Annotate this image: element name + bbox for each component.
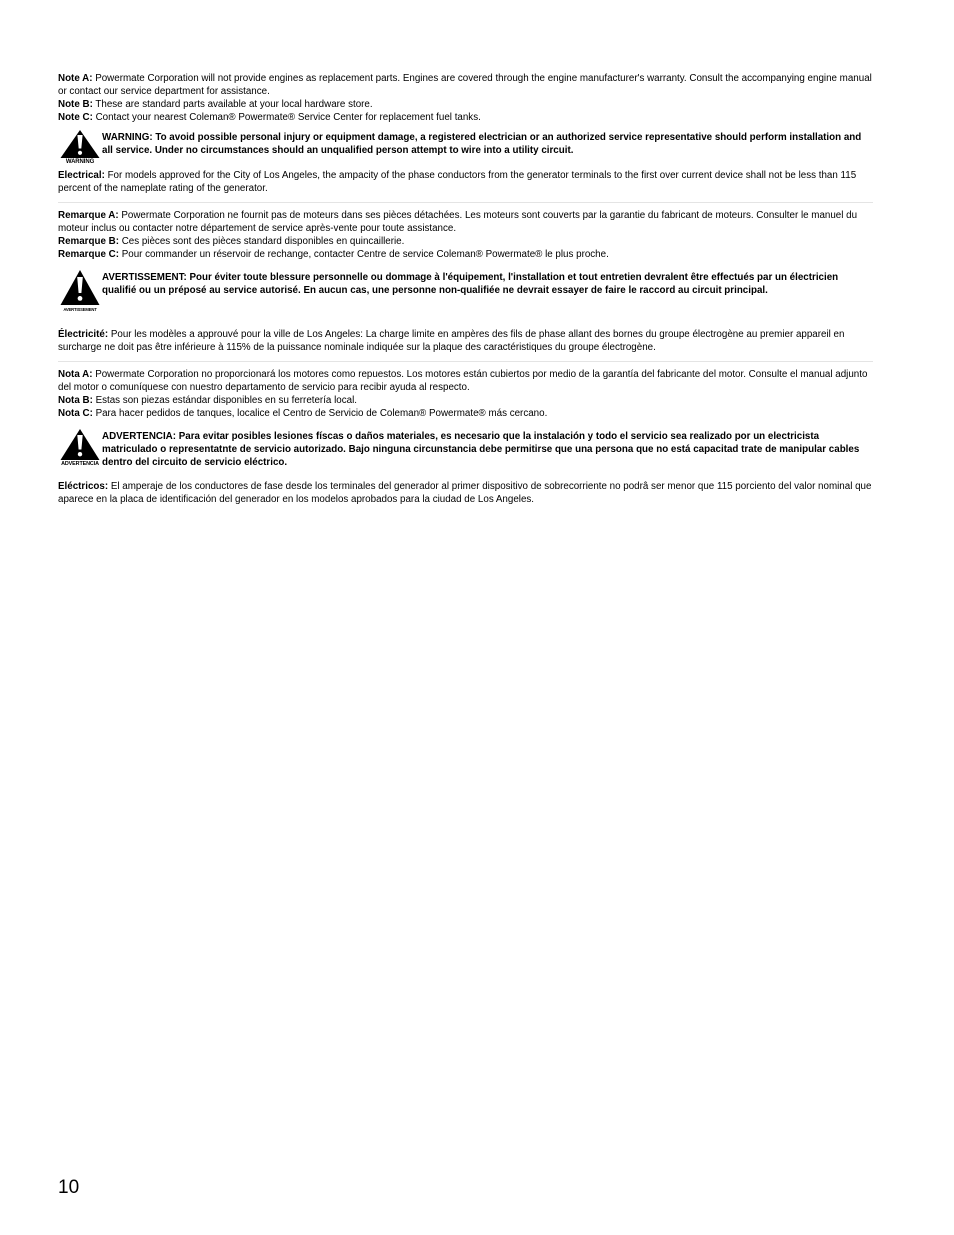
note-text: These are standard parts available at your local hardware store. <box>92 99 373 110</box>
note-label: Nota A: <box>58 369 93 380</box>
note-label: Remarque B: <box>58 236 119 247</box>
page-number: 10 <box>58 1177 80 1198</box>
electrical-paragraph <box>58 328 873 354</box>
note-label: Remarque A: <box>58 210 119 221</box>
electrical-text: Pour les modèles a approuvé pour la ville de Los Angeles: La charge limite en ampères des fils de phase allant des bornes du groupe électrogène au premier appareil en surcharge ne doit pas être inférieure à 115% de la puissance nominale indiquée sur la plaque des caractéristiques du groupe électrogène. <box>58 329 845 353</box>
warning-text: ADVERTENCIA: Para evitar posibles lesiones físcas o daños materiales, es necesario que la instalación y todo el servicio sea realizado por un electricista matriculado o representatnte de servicio autorizado. Bajo ninguna circunstancia debe permitirse que una persona que no está capacitad trate de manipular cables dentro del circuito de servicio eléctrico. <box>102 431 860 468</box>
warning-text: WARNING: To avoid possible personal injury or equipment damage, a registered electrician or an authorized service representative should perform installation and all service. Under no circumstances should an unqualified person attempt to wire into a utility circuit. <box>102 132 862 156</box>
warning-block <box>58 130 873 166</box>
note-label: Note B: <box>58 99 93 110</box>
spacer <box>58 472 873 480</box>
note-text: Contact your nearest Coleman® Powermate® Service Center for replacement fuel tanks. <box>92 112 481 123</box>
note-c <box>58 248 873 261</box>
note-text: Estas son piezas estándar disponibles en su ferretería local. <box>92 395 357 406</box>
warning-block <box>58 270 873 313</box>
warning-exclamation-icon <box>60 429 100 460</box>
note-a <box>58 209 873 235</box>
electrical-text: For models approved for the City of Los Angeles, the ampacity of the phase conductors from the generator terminals to the first over current device shall not be less than 115 percent of the nameplate rating of the generator. <box>58 170 857 194</box>
french-section <box>58 209 873 354</box>
electrical-text: El amperaje de los conductores de fase desde los terminales del generador al primer dispositivo de sobrecorriente no podrâ ser menor que 115 porciento del valor nominal que aparece en la placa de identificación del generador en los modelos aprobados para la ciudad de Los Angeles. <box>58 481 872 505</box>
warning-icon-group <box>58 429 102 468</box>
warning-block <box>58 429 873 469</box>
note-a <box>58 72 873 98</box>
warning-caption: WARNING <box>65 159 95 165</box>
electrical-label: Eléctricos: <box>58 481 109 492</box>
warning-caption: ADVERTENCIA <box>61 461 99 467</box>
spacer <box>58 316 873 328</box>
electrical-label: Électricité: <box>58 329 109 340</box>
note-label: Note C: <box>58 112 93 123</box>
note-label: Nota B: <box>58 395 93 406</box>
note-text: Pour commander un réservoir de rechange, contacter Centre de service Coleman® Powermate® le plus proche. <box>118 249 609 260</box>
electrical-label: Electrical: <box>58 170 105 181</box>
note-c <box>58 111 873 124</box>
section-divider <box>58 361 873 362</box>
warning-icon-group <box>58 270 102 313</box>
note-text: Ces pièces sont des pièces standard disponibles en quincaillerie. <box>118 236 405 247</box>
note-c <box>58 407 873 420</box>
note-label: Nota C: <box>58 408 93 419</box>
warning-icon-group <box>58 130 102 166</box>
electrical-paragraph <box>58 169 873 195</box>
page-content <box>58 72 873 506</box>
note-text: Powermate Corporation no proporcionará los motores como repuestos. Los motores están cubiertos por medio de la garantía del fabricante del motor. Consulte el manual adjunto del motor o comuníquese con nuestro departamento de servicio para recibir ayuda al respecto. <box>58 369 868 393</box>
note-text: Para hacer pedidos de tanques, localice el Centro de Servicio de Coleman® Powermate® más cercano. <box>92 408 548 419</box>
note-label: Note A: <box>58 73 93 84</box>
note-label: Remarque C: <box>58 249 119 260</box>
english-section <box>58 72 873 195</box>
note-text: Powermate Corporation ne fournit pas de moteurs dans ses pièces détachées. Les moteurs sont couverts par la garantie du fabricant de moteurs. Consulter le manuel du moteur inclus ou contacter notre département de service après-vente pour toute assistance. <box>58 210 858 234</box>
note-b <box>58 394 873 407</box>
warning-exclamation-icon <box>60 130 100 158</box>
warning-text: AVERTISSEMENT: Pour éviter toute blessure personnelle ou dommage à l'équipement, l'installation et tout entretien devralent être effectués par un électricien qualifié ou un préposé au service autorisé. En aucun cas, une personne non-qualifiée ne devrait essayer de faire le raccord au circuit principal. <box>102 272 839 296</box>
spanish-section <box>58 368 873 506</box>
warning-exclamation-icon <box>60 270 100 305</box>
note-b <box>58 235 873 248</box>
section-divider <box>58 202 873 203</box>
electrical-paragraph <box>58 480 873 506</box>
note-a <box>58 368 873 394</box>
note-b <box>58 98 873 111</box>
note-text: Powermate Corporation will not provide engines as replacement parts. Engines are covered through the engine manufacturer's warranty. Consult the accompanying engine manual or contact our service department for assistance. <box>58 73 872 97</box>
warning-caption: AVERTISSEMENT <box>63 307 97 312</box>
